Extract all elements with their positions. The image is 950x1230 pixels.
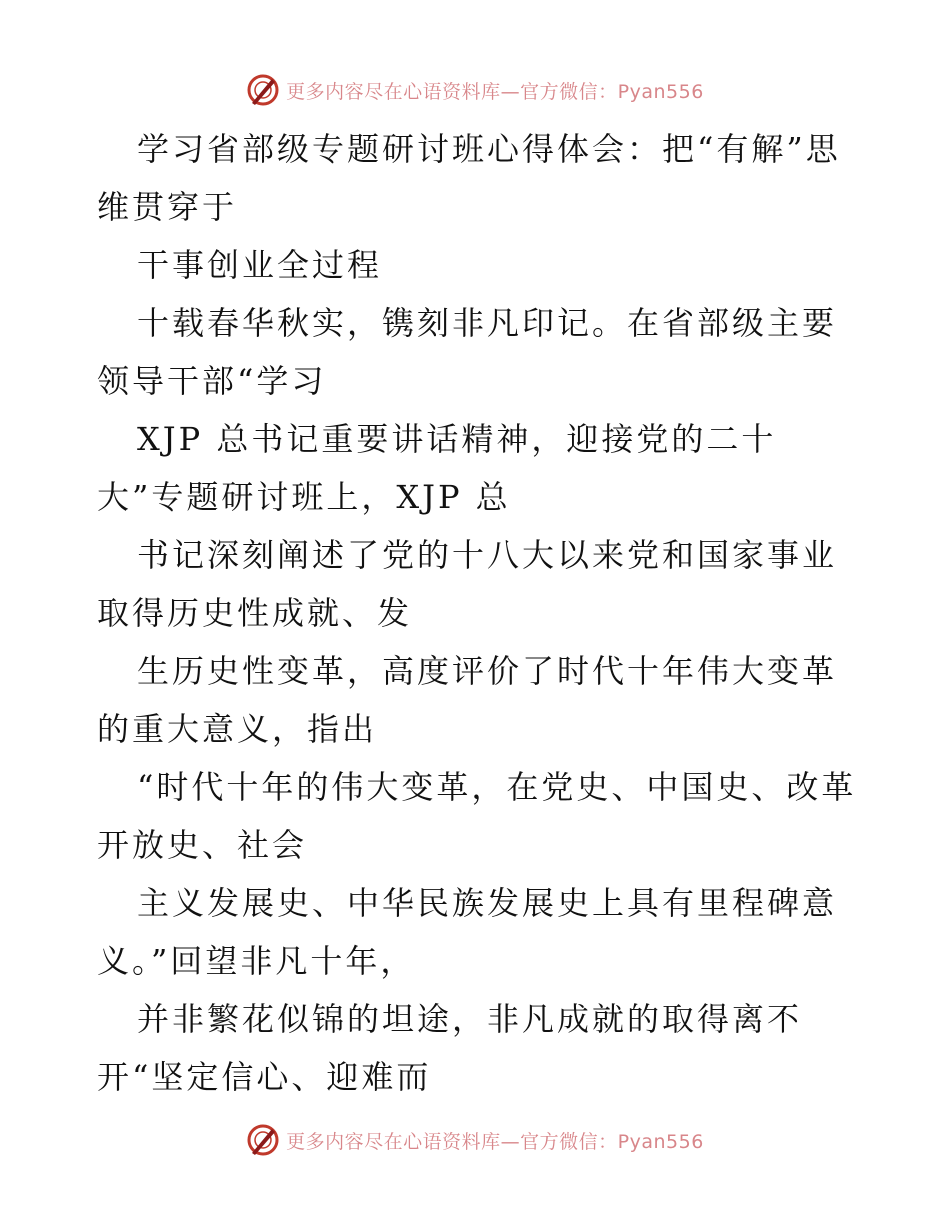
paragraph-6: 主义发展史、中华民族发展史上具有里程碑意义。”回望非凡十年，: [97, 884, 838, 980]
footer-watermark: [0, 1120, 950, 1160]
paragraph-2: XJP 总书记重要讲话精神，迎接党的二十大”专题研讨班上，XJP 总: [97, 420, 777, 516]
quill-logo-icon: [246, 73, 280, 107]
paragraph-1: 十载春华秋实，镌刻非凡印记。在省部级主要领导干部“学习: [97, 304, 838, 400]
paragraph-title-cont: 干事创业全过程: [137, 246, 383, 284]
paragraph-title: 学习省部级专题研讨班心得体会：把“有解”思维贯穿于: [97, 130, 841, 226]
paragraph-3: 书记深刻阐述了党的十八大以来党和国家事业取得历史性成就、发: [97, 536, 838, 632]
paragraph-4: 生历史性变革，高度评价了时代十年伟大变革的重大意义，指出: [97, 652, 838, 748]
document-body: [97, 120, 857, 1106]
watermark-text: 更多内容尽在心语资料库—官方微信：Pyan556: [286, 80, 704, 103]
quill-logo-icon: [246, 1123, 280, 1157]
paragraph-7: 并非繁花似锦的坦途，非凡成就的取得离不开“坚定信心、迎难而: [97, 1000, 803, 1096]
header-watermark: [0, 70, 950, 110]
paragraph-5: “时代十年的伟大变革，在党史、中国史、改革开放史、社会: [97, 768, 857, 864]
watermark-text: 更多内容尽在心语资料库—官方微信：Pyan556: [286, 1130, 704, 1153]
